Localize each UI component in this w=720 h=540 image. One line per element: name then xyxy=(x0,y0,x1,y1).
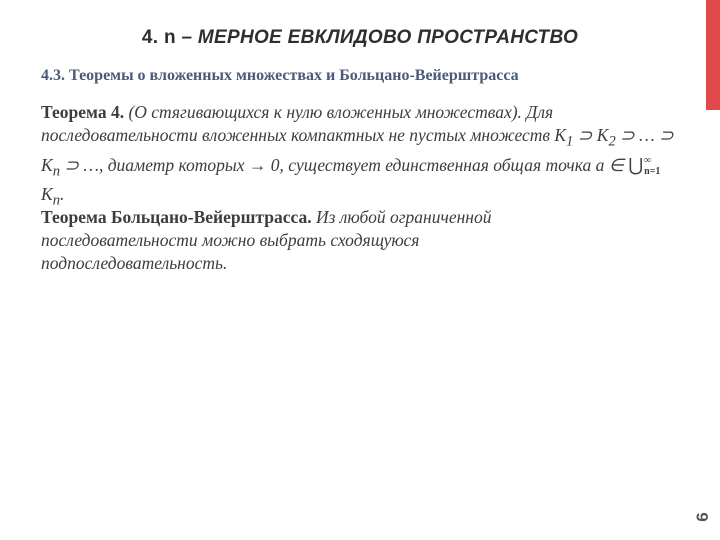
union-limits xyxy=(644,155,660,177)
section-heading: 4.3. Теоремы о вложенных множествах и Больцано-Вейерштрасса xyxy=(41,67,519,84)
set-k1-letter: K xyxy=(554,125,567,145)
set-kn-index: n xyxy=(52,163,60,179)
superset-symbol: ⊃ xyxy=(573,125,597,145)
set-k2-index: 2 xyxy=(608,133,616,150)
title-text: – МЕРНОЕ ЕВКЛИДОВО ПРОСТРАНСТВО xyxy=(175,27,579,48)
set-k2-letter: K xyxy=(596,125,609,145)
element-of-symbol: ∈ xyxy=(604,154,629,175)
bolzano-weierstrass-body: Из любой ограниченной последовательности можно выбрать сходящуюся подпоследовательность. xyxy=(41,207,492,273)
superset-chain: ⊃ … ⊃ xyxy=(620,125,674,145)
bolzano-weierstrass-heading: Теорема Больцано-Вейерштрасса. xyxy=(41,207,312,227)
union-upper-limit: ∞ xyxy=(644,155,652,167)
theorem-4 xyxy=(41,101,681,213)
slide-title xyxy=(0,27,720,49)
set-kn-union-index: n xyxy=(52,192,60,209)
set-k1-index: 1 xyxy=(566,133,574,150)
point-a: a xyxy=(595,154,605,175)
theorem-4-text-2: ⊃ …, диаметр которых → 0, существует единственная общая точка xyxy=(59,154,596,175)
union-symbol: ⋃ xyxy=(628,154,644,175)
accent-bar xyxy=(706,0,720,110)
theorem-4-heading: Теорема 4. xyxy=(41,102,125,122)
theorem-4-body xyxy=(41,102,674,209)
set-kn-union-letter: K xyxy=(41,184,53,204)
set-kn xyxy=(41,154,60,179)
set-kn-letter: K xyxy=(41,154,53,175)
theorem-4-end: . xyxy=(59,184,65,204)
set-kn-union xyxy=(41,184,60,209)
union-lower-limit: n=1 xyxy=(644,166,661,178)
bolzano-weierstrass-theorem xyxy=(41,206,601,275)
set-k1 xyxy=(554,125,574,150)
page-number: 6 xyxy=(693,512,712,522)
title-number: 4. n xyxy=(141,27,176,48)
set-k2 xyxy=(596,125,616,150)
theorem-4-text-1: (О стягивающихся к нулю вложенных множествах). Для последовательности вложенных компактных не пустых множеств xyxy=(41,102,555,145)
